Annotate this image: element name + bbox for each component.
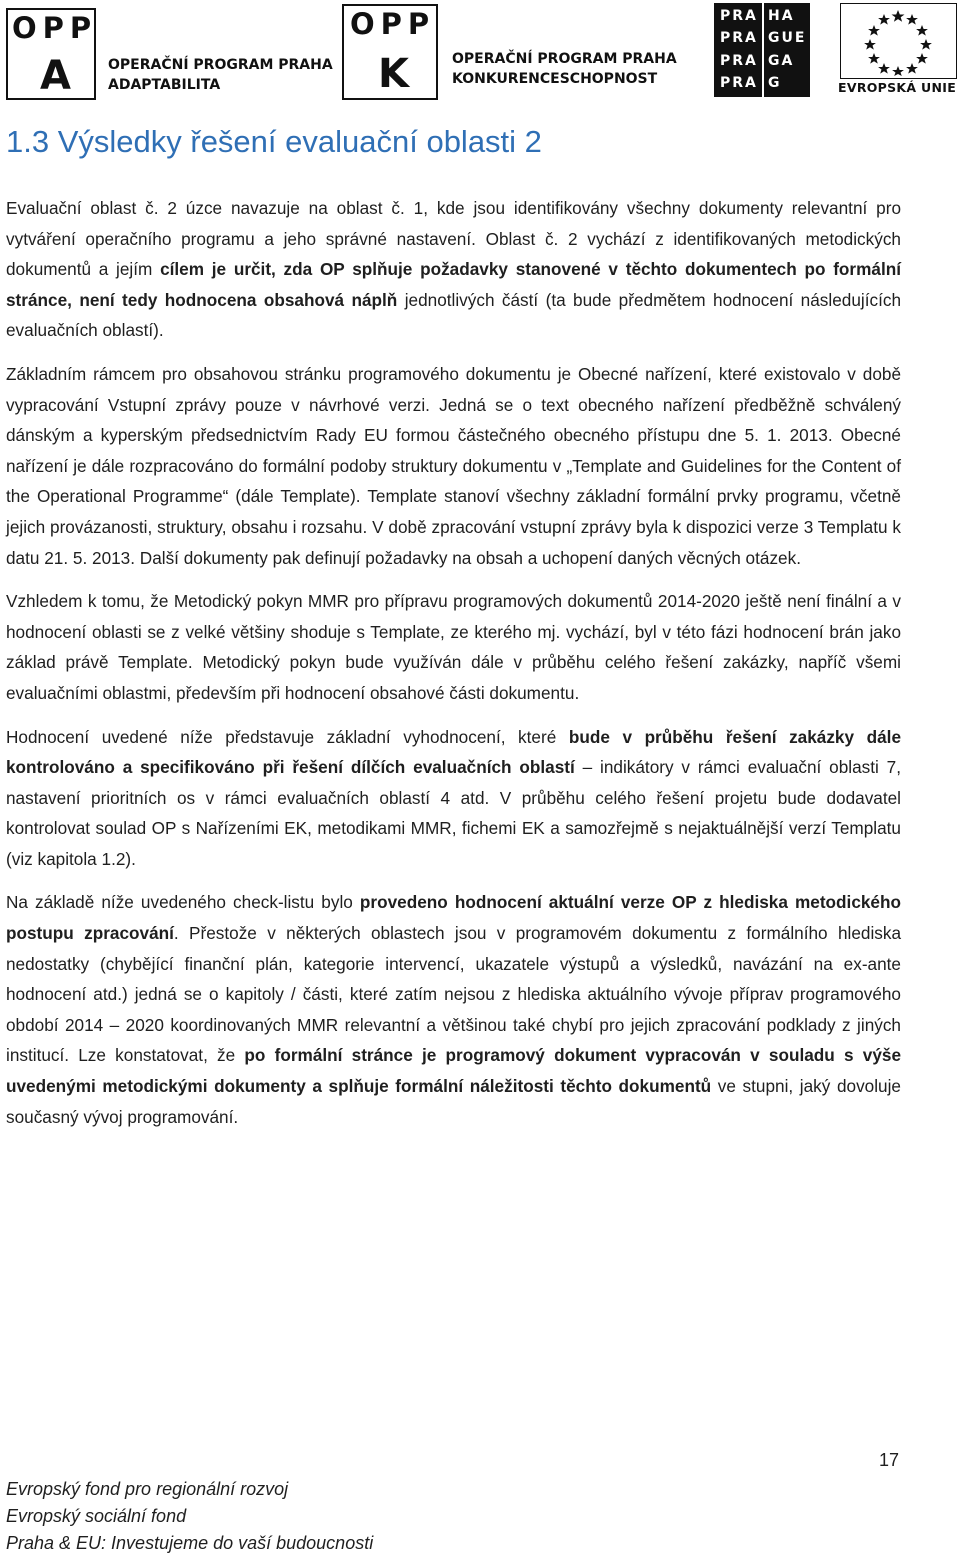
eu-stars-icon: [841, 4, 955, 77]
section-title: 1.3 Výsledky řešení evaluační oblasti 2: [6, 124, 542, 159]
praha-right-4: G: [768, 75, 782, 91]
opp-a-line1: OPERAČNÍ PROGRAM PRAHA: [108, 57, 333, 73]
praha-left-2: PRA: [720, 30, 758, 46]
paragraph-5-part-e: ve stupni, jaký dovoluje současný vývoj programování.: [6, 1076, 901, 1127]
praha-logo-divider: [762, 3, 764, 97]
paragraph-1: [6, 193, 901, 346]
opp-a-letters: OPP: [12, 11, 98, 45]
page-header: [0, 0, 960, 104]
paragraph-1-part-a: Evaluační oblast č. 2 úzce navazuje na oblast č. 1, kde jsou identifikovány všechny dokumenty relevantní pro vytváření operačního programu a jeho správné nastavení. Oblast č. 2 vychází z identifikovaných metodických dokumentů a jejím: [6, 198, 901, 280]
eu-flag-icon: [840, 3, 957, 79]
paragraph-5-part-c: . Přestože v některých oblastech jsou v programovém dokumentu z formálního hlediska nedostatky (chybějící finanční plán, kategorie intervencí, ukazatele výstupů a výsledků, navázání na ex-ante hodnocení atd.) jedná se o kapitoly / části, které zatím nejsou z hlediska aktuálního vývoje příprav programového období 2014 – 2020 koordinovaných MMR relevantní a většinou také chybí pro jejich zpracování podklady z jiných institucí. Lze konstatovat, že: [6, 923, 902, 1066]
footer-line-2: Evropský sociální fond: [6, 1506, 187, 1526]
paragraph-1-part-c: jednotlivých částí (ta bude předmětem hodnocení následujících evaluačních oblastí).: [6, 289, 902, 341]
paragraph-4-bold: bude v průběhu řešení zakázky dále kontrolováno a specifikováno při řešení dílčích evaluačních oblastí: [6, 726, 901, 778]
paragraph-5-bold-2: po formální stránce je programový dokument vypracován v souladu s výše uvedenými metodickými dokumenty a splňuje formální náležitosti těchto dokumentů: [6, 1045, 902, 1097]
praha-right-2: GUE: [768, 30, 807, 46]
opp-adaptabilita-logo: [6, 4, 336, 102]
praha-left-4: PRA: [720, 75, 758, 91]
paragraph-5: [6, 887, 901, 1132]
praha-left-3: PRA: [720, 53, 758, 69]
main-content: [6, 193, 901, 1145]
praha-right-1: HA: [768, 8, 795, 24]
opp-k-line2: KONKURENCESCHOPNOST: [452, 71, 658, 87]
praha-logo: [714, 3, 810, 97]
opp-a-line2: ADAPTABILITA: [108, 77, 221, 93]
paragraph-2: Základním rámcem pro obsahovou stránku programového dokumentu je Obecné nařízení, které existovalo v době vypracování Vstupní zprávy pouze v návrhové verzi. Jedná se o text obecného nařízení předběžně schválený dánským a kyperským předsednictvím Rady EU formou částečného obecného přístupu dne 5. 1. 2013. Obecné nařízení je dále rozpracováno do formální podoby struktury dokumentu v „Template and Guidelines for the Content of the Operational Programme“ (dále Template). Template stanoví všechny základní formální prvky programu, včetně jejich provázanosti, struktury, obsahu i rozsahu. V době zpracování vstupní zprávy byla k dispozici verze 3 Templatu k datu 21. 5. 2013. Další dokumenty pak definují požadavky na obsah a uchopení daných věcných otázek.: [6, 363, 901, 568]
footer-line-3: Praha & EU: Investujeme do vaší budoucnosti: [6, 1533, 374, 1553]
footer-line-1: Evropský fond pro regionální rozvoj: [6, 1479, 289, 1499]
paragraph-3: Vzhledem k tomu, že Metodický pokyn MMR pro přípravu programových dokumentů 2014-2020 ještě není finální a v hodnocení oblasti se z velké většiny shoduje s Template, ze kterého mj. vychází, byl v této fázi hodnocení brán jako základ právě Template. Metodický pokyn bude využíván dále v průběhu celého řešení zakázky, napříč všemi evaluačními oblastmi, především při hodnocení obsahové části dokumentu.: [6, 591, 901, 703]
paragraph-5-part-a: Na základě níže uvedeného check-listu bylo: [6, 892, 360, 913]
paragraph-1-bold: cílem je určit, zda OP splňuje požadavky stanovené v těchto dokumentech po formální stránce, není tedy hodnocena obsahová náplň: [6, 259, 901, 310]
paragraph-4-part-c: – indikátory v rámci evaluační oblasti 7, nastavení prioritních os v rámci evaluačních oblastí 4 atd. V průběhu celého řešení projetu bude dodavatel kontrolovat soulad OP s Nařízeními EK, metodikami MMR, fichemi EK a samozřejmě s nejaktuálnější verzí Templatu (viz kapitola 1.2).: [6, 757, 901, 869]
opp-a-big-letter: A: [40, 53, 71, 99]
page-footer: [6, 1476, 373, 1557]
praha-right-3: GA: [768, 53, 795, 69]
praha-left-1: PRA: [720, 8, 758, 24]
paragraph-5-bold-1: provedeno hodnocení aktuální verze OP z hlediska metodického postupu zpracování: [6, 892, 901, 944]
page-number: 17: [879, 1450, 900, 1470]
paragraph-4: [6, 722, 901, 875]
paragraph-4-part-a: Hodnocení uvedené níže představuje základní vyhodnocení, které: [6, 726, 569, 747]
eu-label: EVROPSKÁ UNIE: [838, 80, 957, 95]
opp-konkurenceschopnost-logo: [342, 4, 682, 102]
opp-k-line1: OPERAČNÍ PROGRAM PRAHA: [452, 51, 677, 67]
opp-k-letters: OPP: [350, 7, 436, 41]
opp-k-big-letter: K: [378, 51, 409, 97]
